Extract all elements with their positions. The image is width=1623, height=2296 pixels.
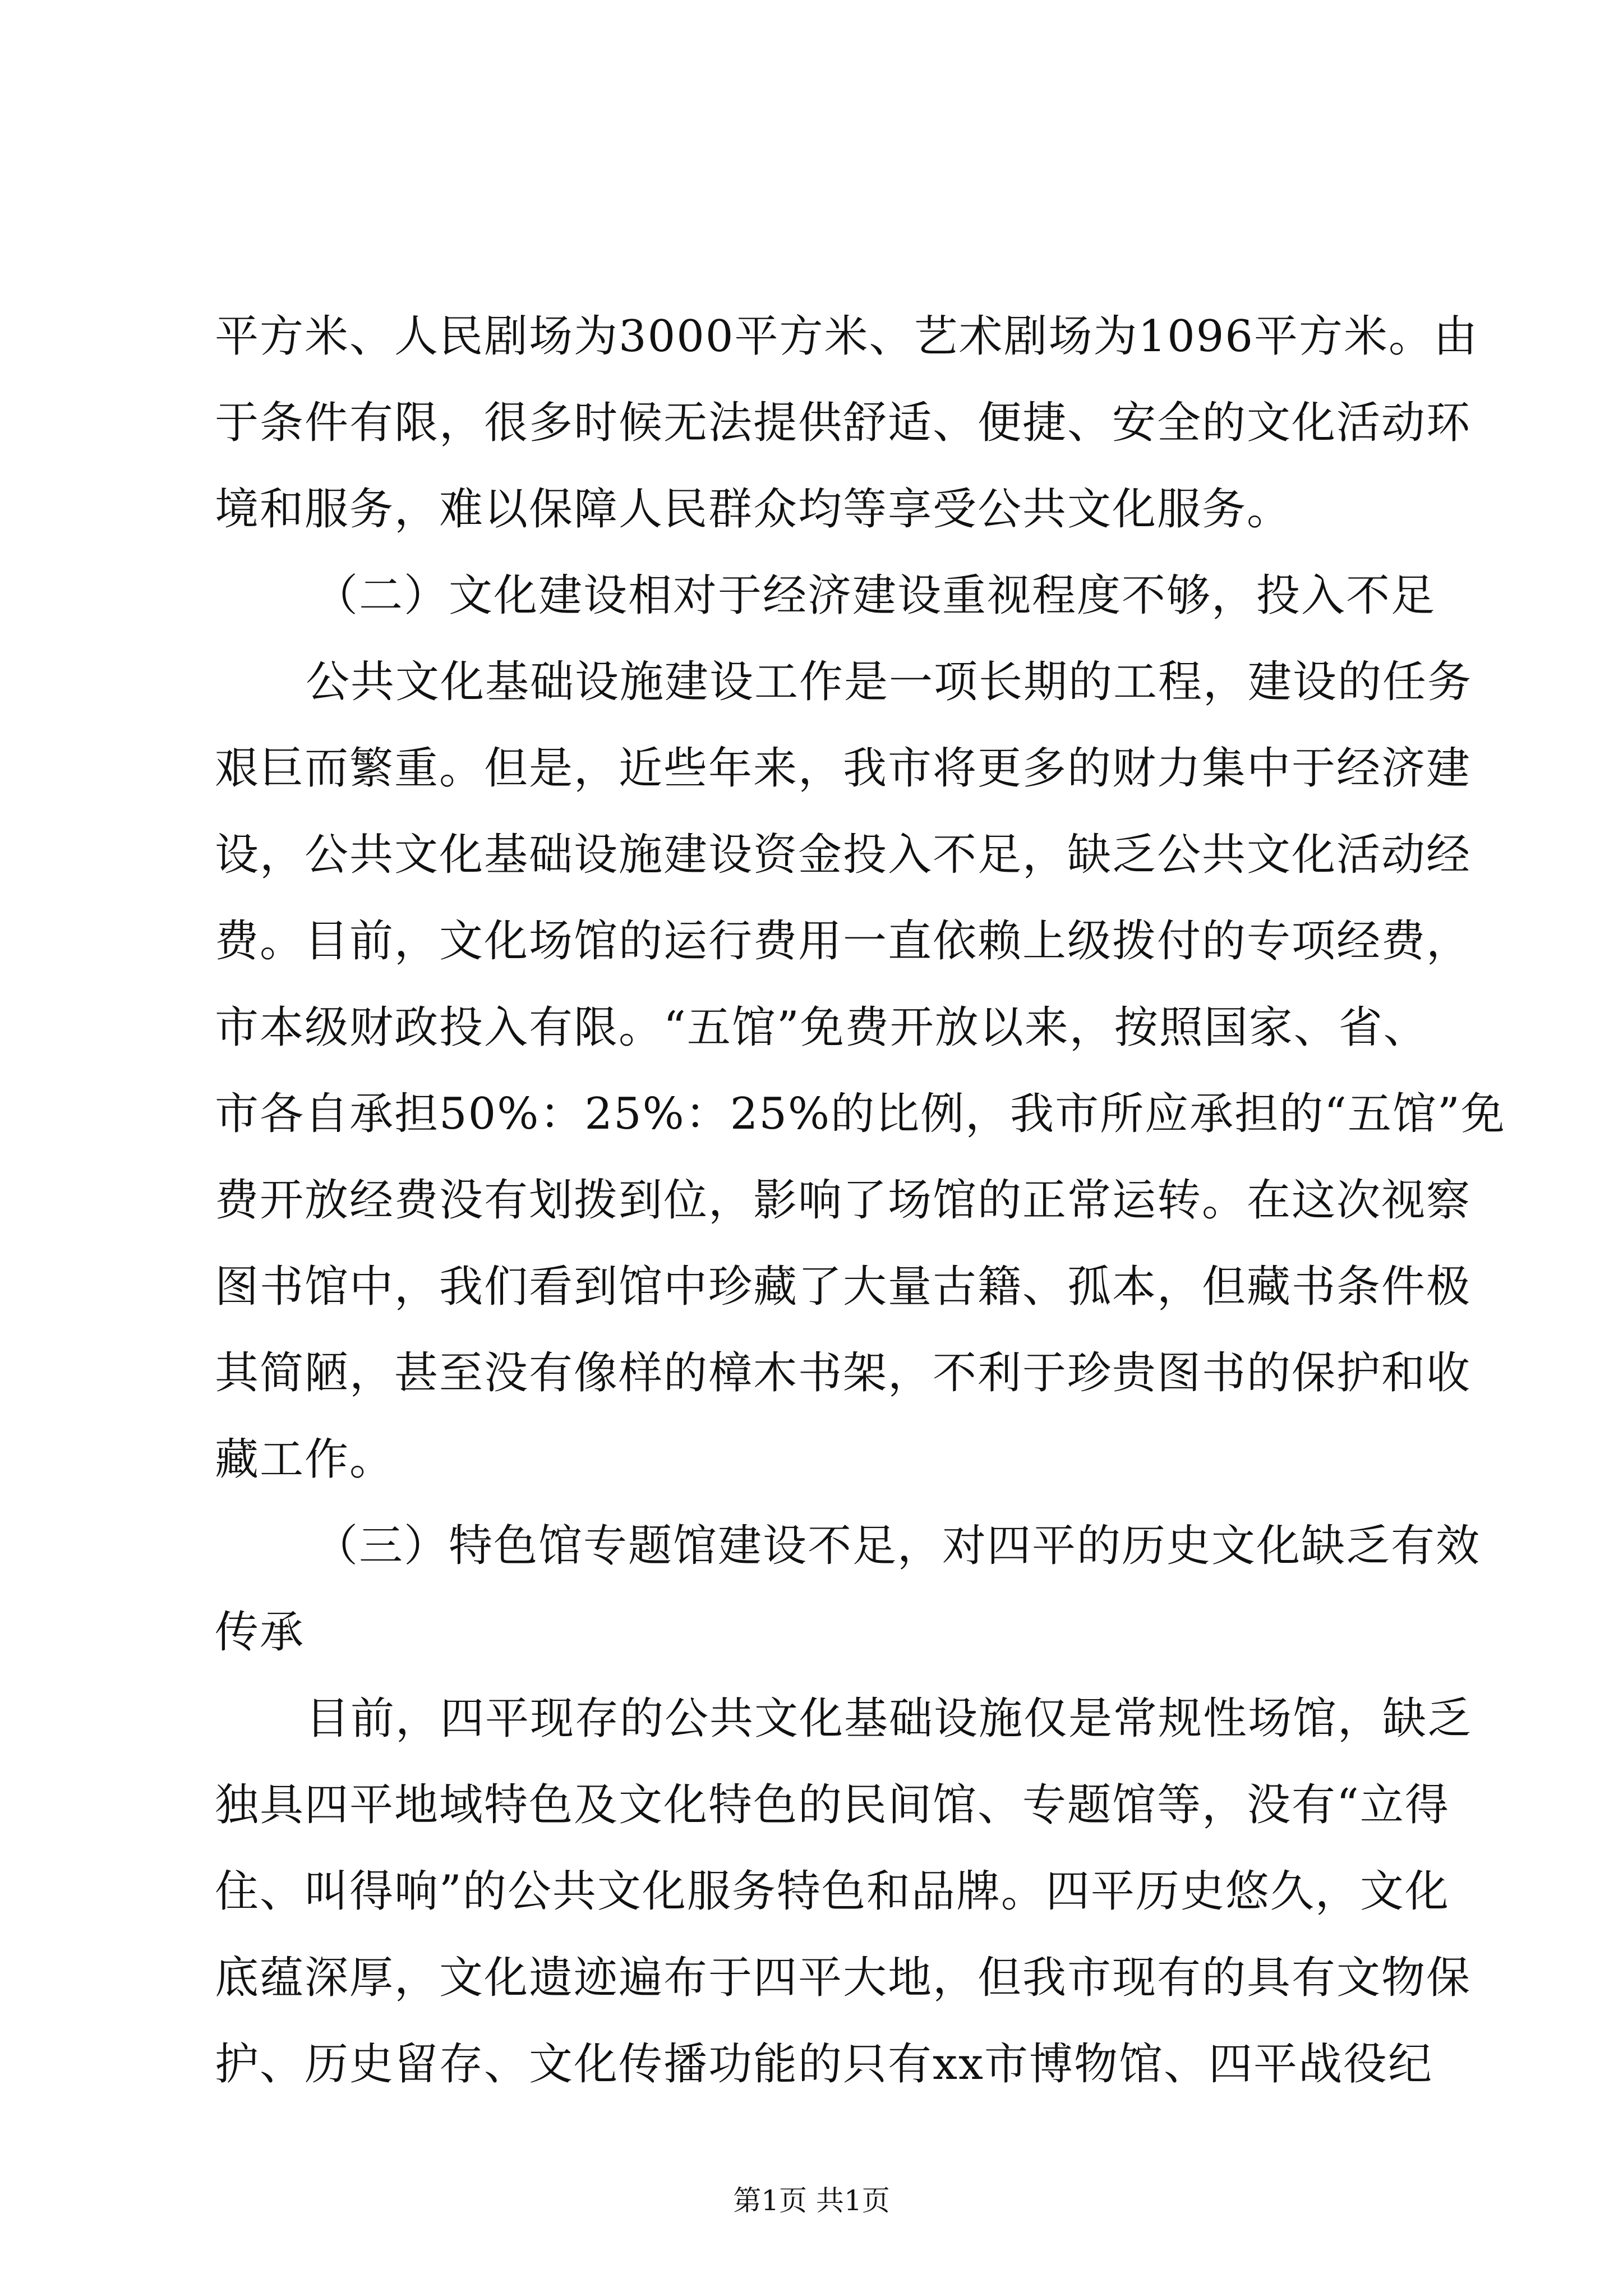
section-heading-2: （二）文化建设相对于经济建设重视程度不够，投入不足 — [314, 570, 1436, 621]
page-footer: 第1页 共1页 — [733, 2184, 890, 2217]
body-text-line: 平方米、人民剧场为3000平方米、艺术剧场为1096平方米。由 — [215, 311, 1479, 362]
body-text-line: 境和服务，难以保障人民群众均等享受公共文化服务。 — [215, 484, 1292, 535]
body-text-line: 其简陋，甚至没有像样的樟木书架，不利于珍贵图书的保护和收 — [215, 1348, 1472, 1398]
body-text-line: 设，公共文化基础设施建设资金投入不足，缺乏公共文化活动经 — [215, 830, 1472, 880]
body-text-line: 住、叫得响”的公共文化服务特色和品牌。四平历史悠久，文化 — [215, 1866, 1450, 1917]
body-text-line: 藏工作。 — [215, 1434, 395, 1485]
body-text-line: 公共文化基础设施建设工作是一项长期的工程，建设的任务 — [306, 657, 1473, 707]
section-heading-3-continued: 传承 — [215, 1607, 305, 1658]
body-text-line: 费。目前，文化场馆的运行费用一直依赖上级拨付的专项经费， — [215, 916, 1472, 967]
body-text-line: 护、历史留存、文化传播功能的只有xx市博物馆、四平战役纪 — [215, 2039, 1433, 2090]
body-text-line: 费开放经费没有划拨到位，影响了场馆的正常运转。在这次视察 — [215, 1175, 1472, 1226]
body-text-line: 底蕴深厚，文化遗迹遍布于四平大地，但我市现有的具有文物保 — [215, 1953, 1472, 2003]
body-text-line: 目前，四平现存的公共文化基础设施仅是常规性场馆，缺乏 — [306, 1694, 1473, 1744]
body-text-line: 市各自承担50%：25%：25%的比例，我市所应承担的“五馆”免 — [215, 1089, 1506, 1139]
body-text-line: 图书馆中，我们看到馆中珍藏了大量古籍、孤本，但藏书条件极 — [215, 1262, 1472, 1312]
body-text-line: 于条件有限，很多时候无法提供舒适、便捷、安全的文化活动环 — [215, 398, 1472, 448]
body-text-line: 艰巨而繁重。但是，近些年来，我市将更多的财力集中于经济建 — [215, 743, 1472, 794]
body-text-line: 独具四平地域特色及文化特色的民间馆、专题馆等，没有“立得 — [215, 1780, 1450, 1830]
body-text-line: 市本级财政投入有限。“五馆”免费开放以来，按照国家、省、 — [215, 1002, 1428, 1053]
section-heading-3: （三）特色馆专题馆建设不足，对四平的历史文化缺乏有效 — [314, 1521, 1481, 1571]
